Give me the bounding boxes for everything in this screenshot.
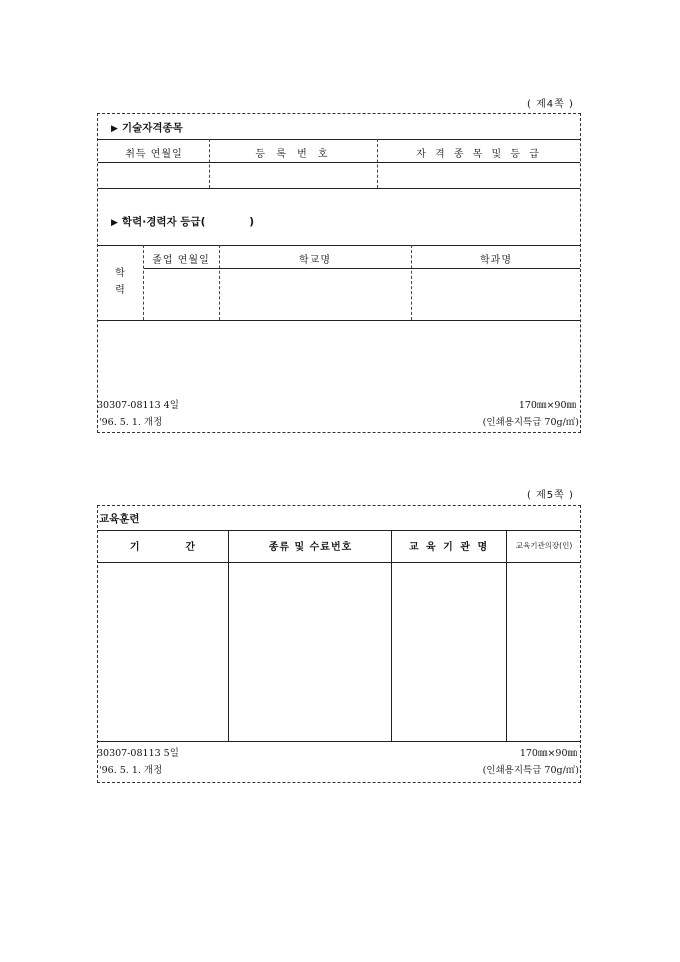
paper-spec: (인쇄용지특급 70g/㎡) bbox=[482, 765, 579, 776]
education-grade-title-text: 학력·경력자 등급( ) bbox=[121, 216, 255, 228]
divider bbox=[98, 188, 580, 189]
divider bbox=[98, 139, 580, 140]
divider bbox=[377, 139, 378, 188]
column-institution-name: 교 육 기 관 명 bbox=[408, 542, 490, 553]
page-number-5: ( 제5쪽 ) bbox=[527, 490, 574, 501]
training-title: 교육훈련 bbox=[99, 513, 140, 525]
school-name-field[interactable] bbox=[223, 272, 407, 316]
form-size: 170㎜×90㎜ bbox=[518, 400, 576, 411]
form-code: 30307-08113 5일 bbox=[97, 748, 179, 759]
form-size: 170㎜×90㎜ bbox=[519, 748, 577, 759]
type-certificate-number-field[interactable] bbox=[232, 566, 388, 738]
column-department-name: 학과명 bbox=[480, 255, 512, 266]
divider bbox=[144, 268, 580, 269]
section-education-grade-title bbox=[111, 214, 254, 229]
divider bbox=[209, 139, 210, 188]
divider bbox=[98, 530, 580, 531]
column-period: 기 간 bbox=[129, 542, 198, 553]
divider bbox=[98, 245, 580, 246]
column-school-name: 학교명 bbox=[299, 255, 331, 266]
column-graduation-date: 졸업 연월일 bbox=[152, 255, 210, 266]
page-number-4: ( 제4쪽 ) bbox=[527, 99, 574, 110]
triangle-right-icon: ▶ bbox=[111, 124, 118, 134]
revision-date: '96. 5. 1. 개정 bbox=[99, 417, 163, 428]
acquisition-date-field[interactable] bbox=[111, 166, 207, 184]
row-label-top: 학 bbox=[115, 268, 126, 279]
qualification-title-text: 기술자격종목 bbox=[121, 122, 183, 134]
form-card-page5 bbox=[97, 505, 581, 783]
section-qualification-title bbox=[111, 120, 183, 135]
divider bbox=[228, 530, 229, 741]
column-registration-number: 등 록 번 호 bbox=[255, 149, 332, 160]
institution-head-seal-field[interactable] bbox=[510, 566, 578, 738]
column-type-certificate-number: 종류 및 수료번호 bbox=[268, 542, 353, 553]
paper-spec: (인쇄용지특급 70g/㎡) bbox=[482, 417, 579, 428]
registration-number-field[interactable] bbox=[213, 166, 373, 184]
triangle-right-icon: ▶ bbox=[111, 218, 118, 228]
graduation-date-field[interactable] bbox=[147, 272, 215, 316]
divider bbox=[98, 562, 580, 563]
row-label-bottom: 력 bbox=[115, 285, 126, 296]
column-institution-head-seal: 교육기관의장(인) bbox=[515, 541, 573, 550]
divider bbox=[98, 320, 580, 321]
divider bbox=[98, 741, 580, 742]
column-acquisition-date: 취득 연월일 bbox=[125, 149, 183, 160]
divider bbox=[506, 530, 507, 741]
divider bbox=[391, 530, 392, 741]
form-code: 30307-08113 4일 bbox=[97, 400, 179, 411]
revision-date: '96. 5. 1. 개정 bbox=[99, 765, 163, 776]
institution-name-field[interactable] bbox=[395, 566, 503, 738]
period-field[interactable] bbox=[101, 566, 225, 738]
column-qualification-grade: 자 격 종 목 및 등 급 bbox=[416, 149, 542, 160]
divider bbox=[98, 162, 580, 163]
row-label-education bbox=[98, 265, 143, 299]
department-name-field[interactable] bbox=[415, 272, 577, 316]
qualification-grade-field[interactable] bbox=[381, 166, 577, 184]
form-card-page4 bbox=[97, 113, 581, 433]
